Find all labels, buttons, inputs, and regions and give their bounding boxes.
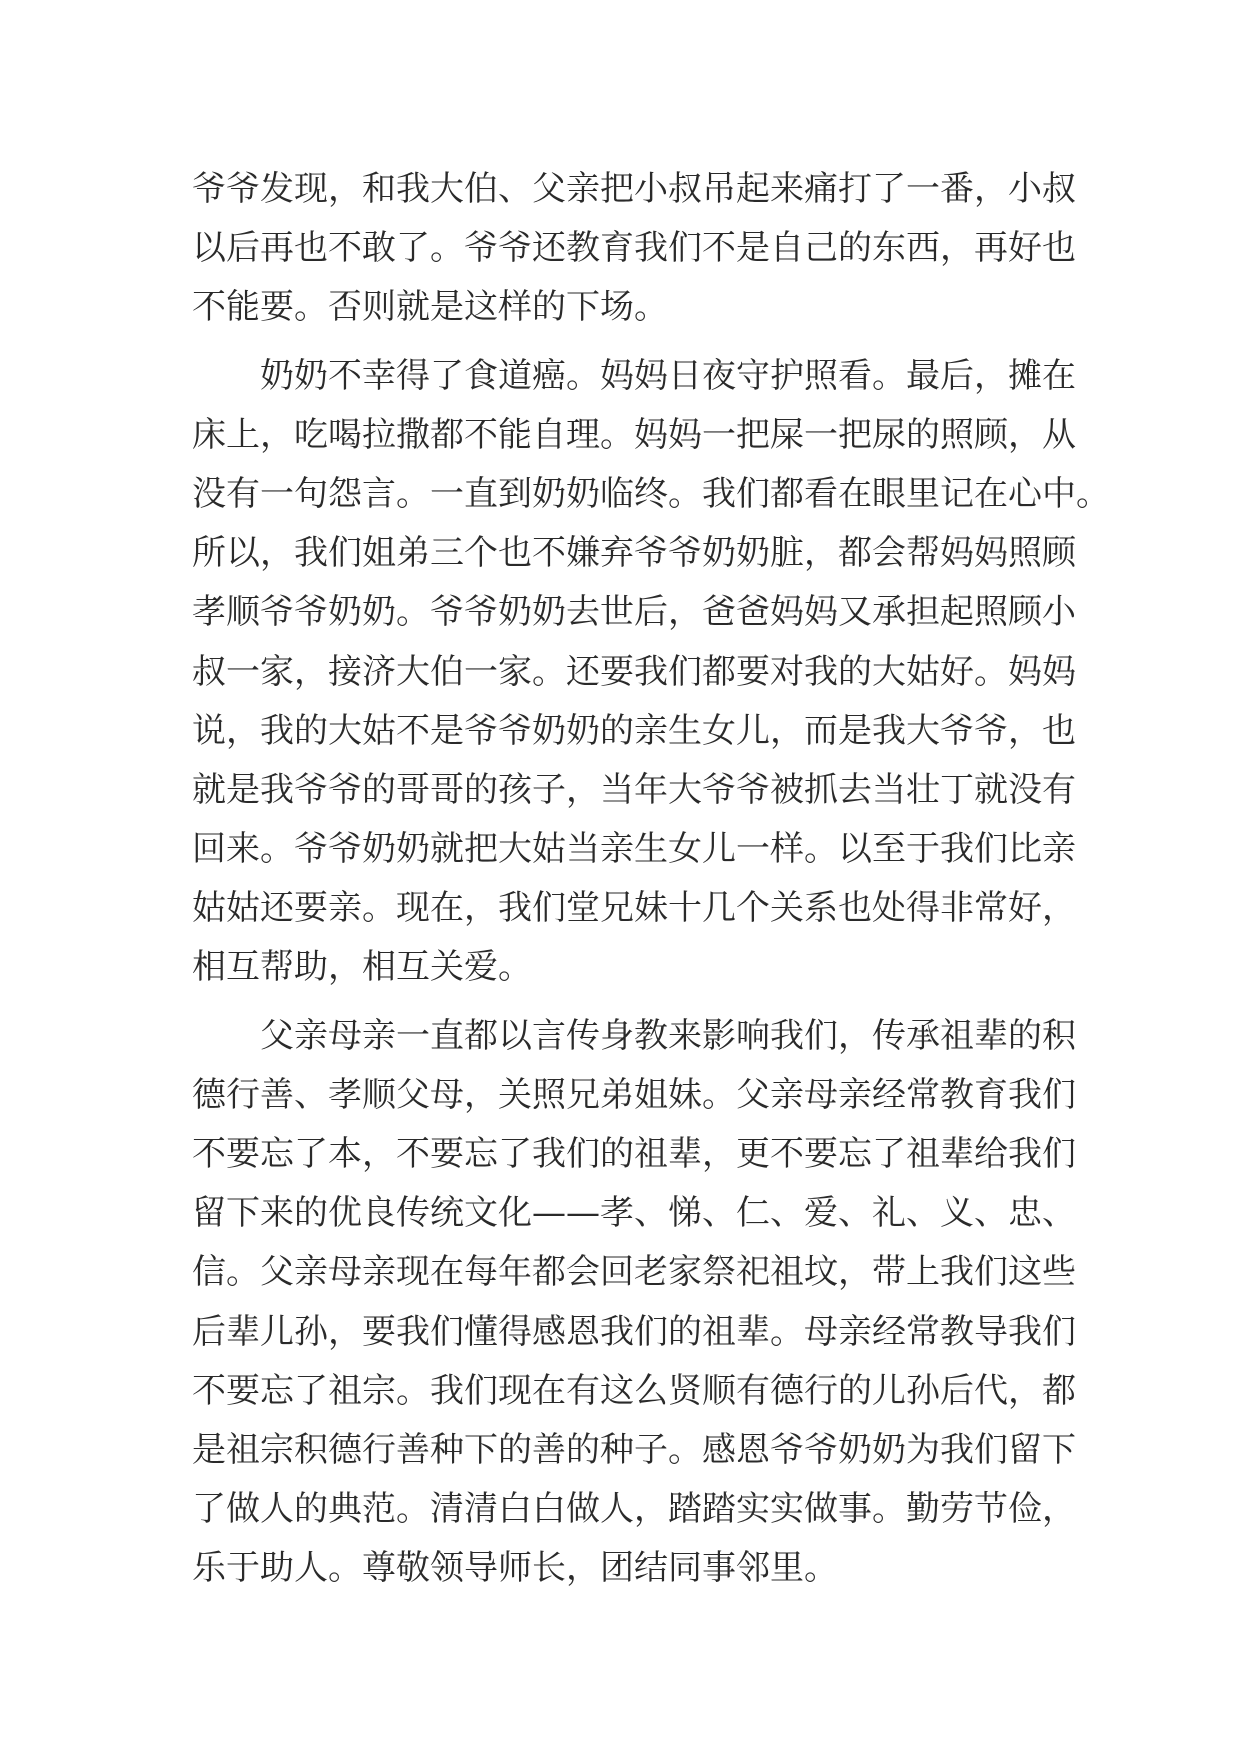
text-line: 后辈儿孙，要我们懂得感恩我们的祖辈。母亲经常教导我们 xyxy=(192,1311,1076,1352)
text-line: 德行善、孝顺父母，关照兄弟姐妹。父亲母亲经常教育我们 xyxy=(192,1074,1076,1115)
document-body xyxy=(192,160,1110,1599)
text-line-indented xyxy=(192,1007,1076,1066)
text-line: 没有一句怨言。一直到奶奶临终。我们都看在眼里记在心中。 xyxy=(192,473,1110,514)
text-line: 说，我的大姑不是爷爷奶奶的亲生女儿，而是我大爷爷，也 xyxy=(192,710,1076,751)
text-line: 就是我爷爷的哥哥的孩子，当年大爷爷被抓去当壮丁就没有 xyxy=(192,769,1076,810)
text-line: 叔一家，接济大伯一家。还要我们都要对我的大姑好。妈妈 xyxy=(192,651,1076,692)
text-line: 以后再也不敢了。爷爷还教育我们不是自己的东西，再好也 xyxy=(192,228,1076,269)
text-line: 乐于助人。尊敬领导师长，团结同事邻里。 xyxy=(192,1548,838,1589)
text-line: 是祖宗积德行善种下的善的种子。感恩爷爷奶奶为我们留下 xyxy=(192,1429,1076,1470)
text-line: 了做人的典范。清清白白做人，踏踏实实做事。勤劳节俭， xyxy=(192,1489,1076,1530)
text-line: 相互帮助，相互关爱。 xyxy=(192,947,532,988)
paragraph-2 xyxy=(192,347,1110,998)
text-line: 留下来的优良传统文化——孝、悌、仁、爱、礼、义、忠、 xyxy=(192,1193,1076,1234)
text-line: 回来。爷爷奶奶就把大姑当亲生女儿一样。以至于我们比亲 xyxy=(192,829,1076,870)
text-line: 不能要。否则就是这样的下场。 xyxy=(192,287,668,328)
text-line: 床上，吃喝拉撒都不能自理。妈妈一把屎一把尿的照顾，从 xyxy=(192,414,1076,455)
text-line: 姑姑还要亲。现在，我们堂兄妹十几个关系也处得非常好， xyxy=(192,888,1076,929)
text-line: 爷爷发现，和我大伯、父亲把小叔吊起来痛打了一番，小叔 xyxy=(192,169,1076,209)
text-line: 不要忘了本，不要忘了我们的祖辈，更不要忘了祖辈给我们 xyxy=(192,1134,1076,1174)
text-line: 不要忘了祖宗。我们现在有这么贤顺有德行的儿孙后代，都 xyxy=(192,1370,1076,1411)
text-line-content: 奶奶不幸得了食道癌。妈妈日夜守护照看。最后，摊在 xyxy=(260,355,1076,396)
paragraph-1 xyxy=(192,160,1076,338)
text-line-content: 父亲母亲一直都以言传身教来影响我们，传承祖辈的积 xyxy=(260,1015,1076,1056)
text-line: 孝顺爷爷奶奶。爷爷奶奶去世后，爸爸妈妈又承担起照顾小 xyxy=(192,592,1076,633)
text-line-indented xyxy=(192,347,1076,406)
paragraph-3 xyxy=(192,1007,1076,1599)
text-line: 所以，我们姐弟三个也不嫌弃爷爷奶奶脏，都会帮妈妈照顾 xyxy=(192,533,1076,574)
text-line: 信。父亲母亲现在每年都会回老家祭祀祖坟，带上我们这些 xyxy=(192,1252,1076,1293)
